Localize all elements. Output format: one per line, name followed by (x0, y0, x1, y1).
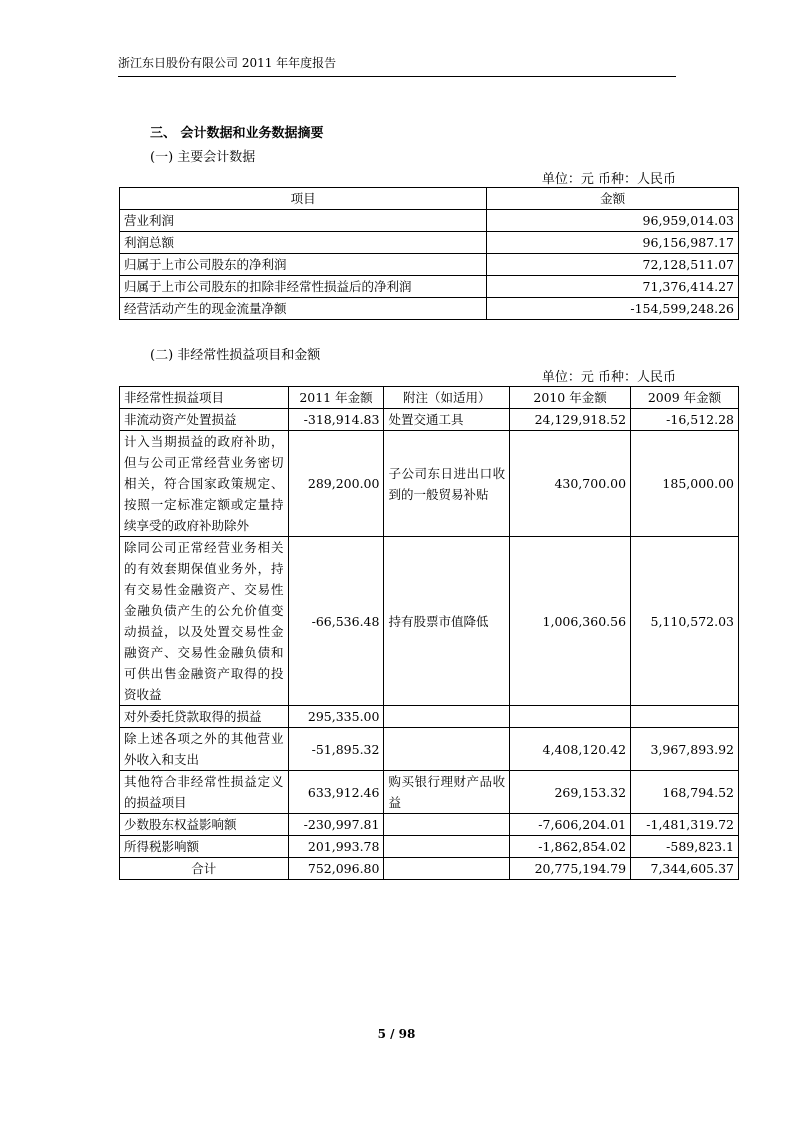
amount-cell: 96,156,987.17 (487, 232, 739, 254)
note-cell (384, 728, 510, 771)
column-header: 2009 年金额 (631, 387, 739, 409)
amount-2011-cell: -230,997.81 (288, 814, 384, 836)
non-recurring-items-table (119, 386, 739, 880)
amount-2009-cell: -1,481,319.72 (631, 814, 739, 836)
amount-2011-cell: 295,335.00 (288, 706, 384, 728)
table1-subtitle: (一) 主要会计数据 (150, 150, 256, 165)
amount-cell: 71,376,414.27 (487, 276, 739, 298)
item-cell: 合计 (120, 858, 289, 880)
column-header: 附注（如适用） (384, 387, 510, 409)
section-title: 三、 会计数据和业务数据摘要 (150, 126, 324, 141)
item-cell: 归属于上市公司股东的净利润 (120, 254, 487, 276)
note-cell: 持有股票市值降低 (384, 537, 510, 706)
page-number: 5 / 98 (377, 1027, 416, 1041)
amount-2010-cell: -1,862,854.02 (510, 836, 631, 858)
amount-2010-cell: 269,153.32 (510, 771, 631, 814)
amount-2010-cell: -7,606,204.01 (510, 814, 631, 836)
table-row (120, 210, 739, 232)
table-row (120, 276, 739, 298)
note-cell: 处置交通工具 (384, 409, 510, 431)
page-header: 浙江东日股份有限公司 2011 年年度报告 (118, 54, 676, 77)
amount-2011-cell: 201,993.78 (288, 836, 384, 858)
item-cell: 除同公司正常经营业务相关的有效套期保值业务外，持有交易性金融资产、交易性金融负债产生的公允价值变动损益，以及处置交易性金融资产、交易性金融负债和可供出售金融资产取得的投资收益 (120, 537, 289, 706)
amount-2010-cell: 20,775,194.79 (510, 858, 631, 880)
item-cell: 其他符合非经常性损益定义的损益项目 (120, 771, 289, 814)
table-row (120, 254, 739, 276)
amount-2009-cell: -16,512.28 (631, 409, 739, 431)
column-header: 2011 年金额 (288, 387, 384, 409)
item-cell: 所得税影响额 (120, 836, 289, 858)
amount-2011-cell: -66,536.48 (288, 537, 384, 706)
item-cell: 归属于上市公司股东的扣除非经常性损益后的净利润 (120, 276, 487, 298)
item-cell: 除上述各项之外的其他营业外收入和支出 (120, 728, 289, 771)
amount-2009-cell: 168,794.52 (631, 771, 739, 814)
amount-2010-cell: 1,006,360.56 (510, 537, 631, 706)
column-header: 2010 年金额 (510, 387, 631, 409)
table-row (120, 706, 739, 728)
item-cell: 经营活动产生的现金流量净额 (120, 298, 487, 320)
table-header-row (120, 387, 739, 409)
note-cell: 购买银行理财产品收益 (384, 771, 510, 814)
amount-2009-cell: 7,344,605.37 (631, 858, 739, 880)
table-total-row (120, 858, 739, 880)
table-header-row (120, 188, 739, 210)
note-cell (384, 814, 510, 836)
table-row (120, 771, 739, 814)
amount-2010-cell: 24,129,918.52 (510, 409, 631, 431)
amount-2009-cell: 185,000.00 (631, 431, 739, 537)
note-cell: 子公司东日进出口收到的一般贸易补贴 (384, 431, 510, 537)
column-header: 非经常性损益项目 (120, 387, 289, 409)
amount-2011-cell: -51,895.32 (288, 728, 384, 771)
table-row (120, 537, 739, 706)
amount-2011-cell: 752,096.80 (288, 858, 384, 880)
note-cell (384, 858, 510, 880)
item-cell: 非流动资产处置损益 (120, 409, 289, 431)
amount-cell: -154,599,248.26 (487, 298, 739, 320)
table-row (120, 728, 739, 771)
table-row (120, 232, 739, 254)
amount-2009-cell: 3,967,893.92 (631, 728, 739, 771)
column-header: 项目 (120, 188, 487, 210)
amount-2011-cell: 289,200.00 (288, 431, 384, 537)
table-row (120, 814, 739, 836)
main-accounting-data-table (119, 187, 739, 320)
item-cell: 少数股东权益影响额 (120, 814, 289, 836)
table-row (120, 836, 739, 858)
amount-2011-cell: -318,914.83 (288, 409, 384, 431)
note-cell (384, 706, 510, 728)
amount-2009-cell: -589,823.1 (631, 836, 739, 858)
amount-2010-cell: 4,408,120.42 (510, 728, 631, 771)
column-header: 金额 (487, 188, 739, 210)
amount-2011-cell: 633,912.46 (288, 771, 384, 814)
item-cell: 营业利润 (120, 210, 487, 232)
amount-cell: 72,128,511.07 (487, 254, 739, 276)
amount-2010-cell (510, 706, 631, 728)
item-cell: 利润总额 (120, 232, 487, 254)
item-cell: 计入当期损益的政府补助，但与公司正常经营业务密切相关，符合国家政策规定、按照一定标准定额或定量持续享受的政府补助除外 (120, 431, 289, 537)
amount-2009-cell (631, 706, 739, 728)
table1-unit: 单位：元 币种：人民币 (541, 172, 676, 187)
amount-2010-cell: 430,700.00 (510, 431, 631, 537)
table-row (120, 431, 739, 537)
note-cell (384, 836, 510, 858)
table2-subtitle: (二) 非经常性损益项目和金额 (150, 348, 321, 363)
table2-unit: 单位：元 币种：人民币 (541, 370, 676, 385)
amount-cell: 96,959,014.03 (487, 210, 739, 232)
amount-2009-cell: 5,110,572.03 (631, 537, 739, 706)
table-row (120, 409, 739, 431)
table-row (120, 298, 739, 320)
item-cell: 对外委托贷款取得的损益 (120, 706, 289, 728)
